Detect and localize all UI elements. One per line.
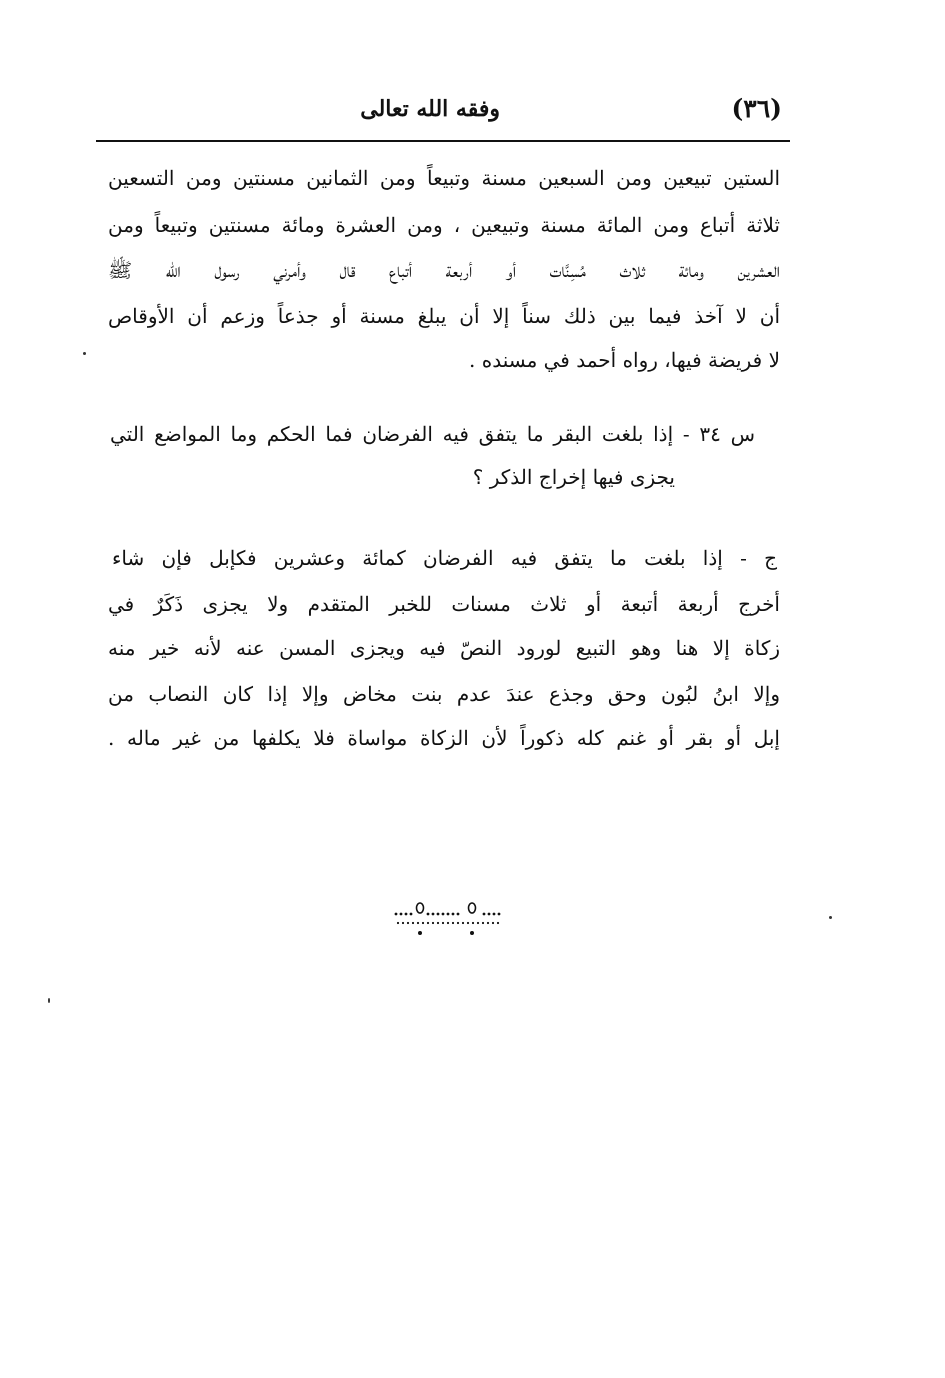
- answer-line: إبل أو بقر أو غنم كله ذكوراً لأن الزكاة مواساة فلا يكلفها من غير ماله .: [108, 726, 780, 750]
- running-title: وفقه الله تعالى: [360, 96, 500, 122]
- answer-line: زكاة إلا هنا وهو التبيع لورود النصّ فيه ويجزى المسن عنه لأنه خير منه: [108, 636, 780, 660]
- answer-line: وإلا ابنُ لبُون وحق وجذع عندَ عدم بنت مخاض وإلا إذا كان النصاب من: [108, 682, 780, 706]
- para1-line: لا فريضة فيها، رواه أحمد في مسنده .: [469, 348, 780, 372]
- question-line: يجزى فيها إخراج الذكر ؟: [472, 465, 675, 489]
- dotted-vine-ornament-icon: [392, 900, 504, 940]
- para1-line: ثلاثة أتباع ومن المائة مسنة وتبيعين ، ومن العشرة ومائة مسنتين وتبيعاً ومن: [108, 213, 780, 237]
- page-header: [96, 92, 790, 132]
- answer-line: ج - إذا بلغت ما يتفق فيه الفرضان كمائة وعشرين فكإبل فإن شاء: [112, 546, 777, 570]
- para1-line: العشرين ومائة ثلاث مُسِنَّات أو أربعة أتباع قال وأمرني رسول الله ﷺ: [108, 258, 780, 282]
- page-number: (٣٦): [731, 94, 782, 123]
- answer-line: أخرج أربعة أتبعة أو ثلاث مسنات للخبر المتقدم ولا يجزى ذَكَرٌ في: [108, 592, 780, 616]
- header-rule: [96, 140, 790, 142]
- para1-line: أن لا آخذ فيما بين ذلك سناً إلا أن يبلغ مسنة أو جذعاً وزعم أن الأوقاص: [108, 304, 781, 328]
- scan-speck: [48, 998, 50, 1003]
- question-line: س ٣٤ - إذا بلغت البقر ما يتفق فيه الفرضان فما الحكم وما المواضع التي: [110, 422, 755, 446]
- scan-speck: [829, 916, 832, 919]
- para1-line: الستين تبيعين ومن السبعين مسنة وتبيعاً ومن الثمانين مسنتين ومن التسعين: [108, 166, 780, 190]
- scan-speck: [83, 352, 86, 355]
